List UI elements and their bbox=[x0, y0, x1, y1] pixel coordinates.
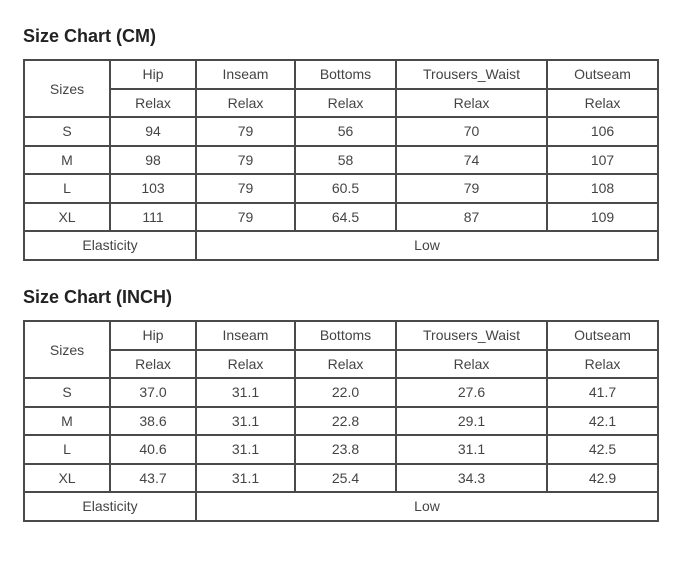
table-cell: 58 bbox=[295, 146, 396, 175]
fit-subheader: Relax bbox=[295, 350, 396, 379]
table-cell: 60.5 bbox=[295, 174, 396, 203]
table-cell: 31.1 bbox=[396, 435, 547, 464]
size-row-xl bbox=[24, 203, 658, 232]
elasticity-label: Elasticity bbox=[24, 231, 196, 260]
size-chart-cm-table bbox=[23, 59, 659, 261]
elasticity-row bbox=[24, 231, 658, 260]
size-chart-cm-title: Size Chart (CM) bbox=[23, 26, 157, 46]
table-cell: 34.3 bbox=[396, 464, 547, 493]
table-cell: 22.8 bbox=[295, 407, 396, 436]
table-cell: 38.6 bbox=[110, 407, 196, 436]
table-cell: 40.6 bbox=[110, 435, 196, 464]
size-label: L bbox=[24, 174, 110, 203]
size-chart-inch-title: Size Chart (INCH) bbox=[23, 287, 173, 307]
column-header-hip: Hip bbox=[110, 321, 196, 350]
size-label: M bbox=[24, 407, 110, 436]
size-label: XL bbox=[24, 464, 110, 493]
table-cell: 22.0 bbox=[295, 378, 396, 407]
header-row bbox=[24, 321, 658, 350]
table-cell: 109 bbox=[547, 203, 658, 232]
size-label: XL bbox=[24, 203, 110, 232]
table-cell: 27.6 bbox=[396, 378, 547, 407]
table-cell: 106 bbox=[547, 117, 658, 146]
column-header-bottoms: Bottoms bbox=[295, 321, 396, 350]
table-cell: 31.1 bbox=[196, 464, 295, 493]
table-cell: 42.9 bbox=[547, 464, 658, 493]
table-cell: 43.7 bbox=[110, 464, 196, 493]
table-cell: 29.1 bbox=[396, 407, 547, 436]
table-cell: 42.5 bbox=[547, 435, 658, 464]
column-header-outseam: Outseam bbox=[547, 60, 658, 89]
fit-subheader: Relax bbox=[547, 89, 658, 118]
fit-subheader: Relax bbox=[547, 350, 658, 379]
size-chart-inch-table bbox=[23, 320, 659, 522]
sizes-header: Sizes bbox=[24, 60, 110, 117]
size-row-s bbox=[24, 378, 658, 407]
table-cell: 103 bbox=[110, 174, 196, 203]
table-cell: 79 bbox=[196, 146, 295, 175]
fit-subheader: Relax bbox=[110, 89, 196, 118]
column-header-bottoms: Bottoms bbox=[295, 60, 396, 89]
table-cell: 79 bbox=[196, 117, 295, 146]
table-cell: 23.8 bbox=[295, 435, 396, 464]
column-header-trousers-waist: Trousers_Waist bbox=[396, 321, 547, 350]
fit-subheader: Relax bbox=[396, 89, 547, 118]
column-header-outseam: Outseam bbox=[547, 321, 658, 350]
table-cell: 41.7 bbox=[547, 378, 658, 407]
fit-subheader: Relax bbox=[396, 350, 547, 379]
elasticity-value: Low bbox=[196, 492, 658, 521]
column-header-hip: Hip bbox=[110, 60, 196, 89]
size-label: S bbox=[24, 378, 110, 407]
column-header-trousers-waist: Trousers_Waist bbox=[396, 60, 547, 89]
header-row bbox=[24, 60, 658, 89]
sizes-header: Sizes bbox=[24, 321, 110, 378]
table-cell: 70 bbox=[396, 117, 547, 146]
subheader-row bbox=[24, 350, 658, 379]
size-row-l bbox=[24, 435, 658, 464]
size-row-m bbox=[24, 407, 658, 436]
table-cell: 87 bbox=[396, 203, 547, 232]
table-cell: 111 bbox=[110, 203, 196, 232]
size-label: S bbox=[24, 117, 110, 146]
table-cell: 64.5 bbox=[295, 203, 396, 232]
table-cell: 31.1 bbox=[196, 407, 295, 436]
fit-subheader: Relax bbox=[196, 89, 295, 118]
elasticity-row bbox=[24, 492, 658, 521]
table-cell: 42.1 bbox=[547, 407, 658, 436]
column-header-inseam: Inseam bbox=[196, 321, 295, 350]
column-header-inseam: Inseam bbox=[196, 60, 295, 89]
elasticity-label: Elasticity bbox=[24, 492, 196, 521]
fit-subheader: Relax bbox=[295, 89, 396, 118]
fit-subheader: Relax bbox=[196, 350, 295, 379]
elasticity-value: Low bbox=[196, 231, 658, 260]
size-row-l bbox=[24, 174, 658, 203]
table-cell: 25.4 bbox=[295, 464, 396, 493]
table-cell: 94 bbox=[110, 117, 196, 146]
table-cell: 79 bbox=[196, 174, 295, 203]
table-cell: 108 bbox=[547, 174, 658, 203]
table-cell: 98 bbox=[110, 146, 196, 175]
table-cell: 74 bbox=[396, 146, 547, 175]
size-row-xl bbox=[24, 464, 658, 493]
table-cell: 31.1 bbox=[196, 378, 295, 407]
size-label: M bbox=[24, 146, 110, 175]
subheader-row bbox=[24, 89, 658, 118]
size-row-s bbox=[24, 117, 658, 146]
table-cell: 56 bbox=[295, 117, 396, 146]
table-cell: 79 bbox=[396, 174, 547, 203]
table-cell: 79 bbox=[196, 203, 295, 232]
size-label: L bbox=[24, 435, 110, 464]
table-cell: 107 bbox=[547, 146, 658, 175]
table-cell: 37.0 bbox=[110, 378, 196, 407]
size-row-m bbox=[24, 146, 658, 175]
table-cell: 31.1 bbox=[196, 435, 295, 464]
fit-subheader: Relax bbox=[110, 350, 196, 379]
